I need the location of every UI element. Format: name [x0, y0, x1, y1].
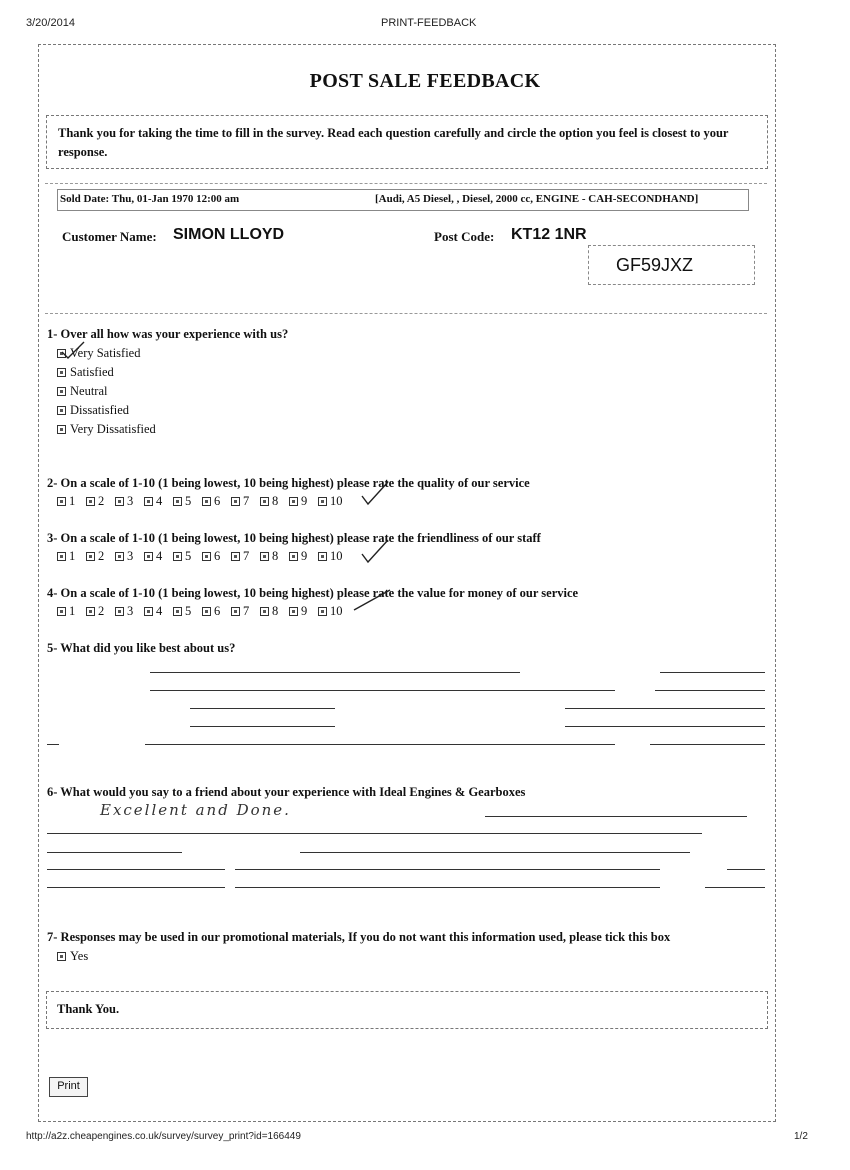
checkbox-icon[interactable]	[144, 607, 153, 616]
scale-option[interactable]: 5	[173, 604, 202, 619]
checkbox-icon[interactable]	[289, 607, 298, 616]
q3-scale	[57, 549, 347, 564]
page-url: http://a2z.cheapengines.co.uk/survey/survey_print?id=166449	[26, 1131, 301, 1142]
checkbox-icon[interactable]	[260, 497, 269, 506]
tick-mark-icon	[352, 586, 392, 618]
page-number: 1/2	[794, 1131, 808, 1142]
scale-option[interactable]: 3	[115, 604, 144, 619]
thanks-text: Thank You.	[57, 1002, 120, 1016]
scale-option[interactable]: 5	[173, 549, 202, 564]
checkbox-icon[interactable]	[57, 497, 66, 506]
scale-option[interactable]: 4	[144, 549, 173, 564]
q1-option-very-dissatisfied[interactable]: Very Dissatisfied	[57, 422, 156, 437]
handwritten-answer: Excellent and Done.	[100, 801, 291, 819]
checkbox-icon[interactable]	[57, 952, 66, 961]
scale-option[interactable]: 2	[86, 549, 115, 564]
scale-option[interactable]: 3	[115, 549, 144, 564]
vehicle-details: [Audi, A5 Diesel, , Diesel, 2000 cc, ENGINE - CAH-SECONDHAND]	[375, 193, 699, 205]
question-6: 6- What would you say to a friend about your experience with Ideal Engines & Gearboxes	[47, 785, 526, 799]
q1-option-very-satisfied[interactable]: Very Satisfied	[57, 346, 140, 361]
scale-option[interactable]: 8	[260, 549, 289, 564]
answer-line	[190, 726, 335, 727]
answer-line	[47, 869, 225, 870]
print-date: 3/20/2014	[26, 17, 75, 29]
checkbox-icon[interactable]	[144, 497, 153, 506]
checkbox-icon[interactable]	[202, 607, 211, 616]
q1-option-neutral[interactable]: Neutral	[57, 384, 107, 399]
checkbox-icon[interactable]	[86, 497, 95, 506]
scale-option[interactable]: 8	[260, 604, 289, 619]
question-4: 4- On a scale of 1-10 (1 being lowest, 10 being highest) please rate the value for money of our service	[47, 586, 579, 600]
sold-date: Sold Date: Thu, 01-Jan 1970 12:00 am	[60, 193, 240, 205]
scale-option[interactable]: 7	[231, 494, 260, 509]
print-header-title: PRINT-FEEDBACK	[381, 17, 477, 29]
answer-line	[150, 690, 615, 691]
postcode-value: KT12 1NR	[511, 226, 587, 243]
question-2: 2- On a scale of 1-10 (1 being lowest, 10 being highest) please rate the quality of our service	[47, 476, 530, 490]
checkbox-icon[interactable]	[289, 497, 298, 506]
q1-option-satisfied[interactable]: Satisfied	[57, 365, 114, 380]
answer-line	[660, 672, 765, 673]
answer-line	[235, 869, 660, 870]
q2-scale	[57, 494, 347, 509]
question-7: 7- Responses may be used in our promotional materials, If you do not want this information used, please tick this box	[47, 930, 671, 944]
checkbox-icon[interactable]	[289, 552, 298, 561]
scale-option[interactable]: 3	[115, 494, 144, 509]
checkbox-icon[interactable]	[86, 607, 95, 616]
scale-option[interactable]: 4	[144, 494, 173, 509]
question-3: 3- On a scale of 1-10 (1 being lowest, 10 being highest) please rate the friendliness of our staff	[47, 531, 541, 545]
scale-option[interactable]: 2	[86, 604, 115, 619]
checkbox-icon[interactable]	[318, 497, 327, 506]
checkbox-icon[interactable]	[57, 368, 66, 377]
question-1: 1- Over all how was your experience with us?	[47, 327, 289, 341]
answer-line	[47, 833, 702, 834]
answer-line	[655, 690, 765, 691]
checkbox-icon[interactable]	[318, 552, 327, 561]
divider	[45, 183, 767, 184]
checkbox-icon[interactable]	[318, 607, 327, 616]
answer-line	[485, 816, 747, 817]
checkbox-icon[interactable]	[115, 607, 124, 616]
checkbox-icon[interactable]	[202, 552, 211, 561]
checkbox-icon[interactable]	[231, 497, 240, 506]
scale-option[interactable]: 7	[231, 549, 260, 564]
checkbox-icon[interactable]	[231, 607, 240, 616]
checkbox-icon[interactable]	[57, 387, 66, 396]
scale-option[interactable]: 5	[173, 494, 202, 509]
answer-line	[650, 744, 765, 745]
thanks-box	[46, 991, 768, 1029]
checkbox-icon[interactable]	[57, 552, 66, 561]
scale-option[interactable]: 1	[57, 604, 86, 619]
checkbox-icon[interactable]	[173, 552, 182, 561]
tick-mark-icon	[360, 478, 390, 506]
scale-option[interactable]: 7	[231, 604, 260, 619]
q1-option-dissatisfied[interactable]: Dissatisfied	[57, 403, 129, 418]
answer-line	[235, 887, 660, 888]
tick-mark-icon	[60, 340, 86, 360]
checkbox-icon[interactable]	[57, 607, 66, 616]
intro-text: Thank you for taking the time to fill in the survey. Read each question carefully and circle the option you feel is closest to your response.	[58, 126, 729, 159]
checkbox-icon[interactable]	[57, 425, 66, 434]
scale-option[interactable]: 10	[318, 494, 347, 509]
scale-option[interactable]: 4	[144, 604, 173, 619]
checkbox-icon[interactable]	[144, 552, 153, 561]
scale-option[interactable]: 1	[57, 494, 86, 509]
question-5: 5- What did you like best about us?	[47, 641, 236, 655]
scale-option[interactable]: 10	[318, 549, 347, 564]
scale-option[interactable]: 9	[289, 494, 318, 509]
customer-name-value: SIMON LLOYD	[173, 226, 285, 243]
scale-option[interactable]: 6	[202, 549, 231, 564]
checkbox-icon[interactable]	[202, 497, 211, 506]
answer-line	[47, 887, 225, 888]
checkbox-icon[interactable]	[231, 552, 240, 561]
answer-line	[190, 708, 335, 709]
scale-option[interactable]: 8	[260, 494, 289, 509]
answer-line	[300, 852, 690, 853]
answer-line	[47, 744, 59, 745]
postcode-label: Post Code:	[434, 229, 495, 244]
scale-option[interactable]: 9	[289, 604, 318, 619]
answer-line	[150, 672, 520, 673]
checkbox-icon[interactable]	[260, 607, 269, 616]
registration-number: GF59JXZ	[616, 255, 694, 275]
answer-line	[565, 708, 765, 709]
scale-option[interactable]: 6	[202, 604, 231, 619]
q4-scale	[57, 604, 347, 619]
checkbox-icon[interactable]	[173, 607, 182, 616]
form-title: POST SALE FEEDBACK	[309, 70, 541, 92]
checkbox-icon[interactable]	[86, 552, 95, 561]
checkbox-icon[interactable]	[173, 497, 182, 506]
checkbox-icon[interactable]	[115, 497, 124, 506]
answer-line	[565, 726, 765, 727]
answer-line	[47, 852, 182, 853]
scale-option[interactable]: 2	[86, 494, 115, 509]
print-button[interactable]: Print	[49, 1077, 88, 1097]
checkbox-icon[interactable]	[115, 552, 124, 561]
scale-option[interactable]: 6	[202, 494, 231, 509]
scale-option[interactable]: 1	[57, 549, 86, 564]
scale-option[interactable]: 9	[289, 549, 318, 564]
customer-name-label: Customer Name:	[62, 229, 157, 244]
answer-line	[705, 887, 765, 888]
tick-mark-icon	[360, 536, 390, 564]
divider	[45, 313, 767, 314]
scale-option[interactable]: 10	[318, 604, 347, 619]
answer-line	[727, 869, 765, 870]
checkbox-icon[interactable]	[260, 552, 269, 561]
answer-line	[145, 744, 615, 745]
checkbox-icon[interactable]	[57, 406, 66, 415]
q7-option-yes[interactable]: Yes	[57, 949, 88, 964]
